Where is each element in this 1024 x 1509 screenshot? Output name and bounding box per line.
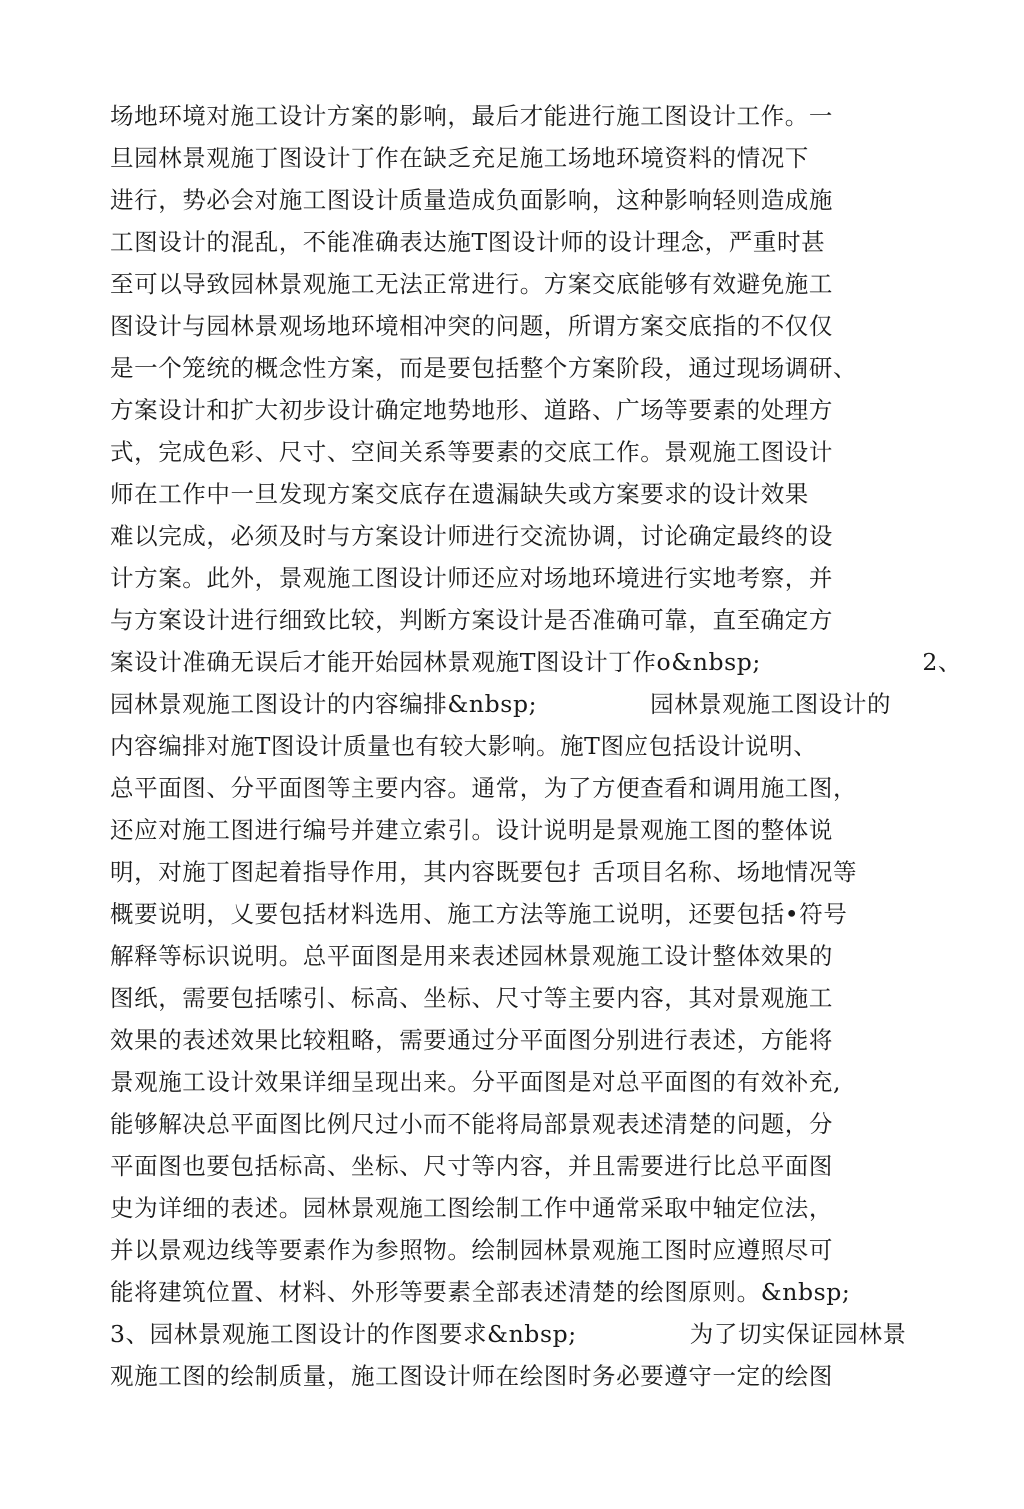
text-line: 内容编排对施T图设计质量也有较大影响。施T图应包括设计说明、 xyxy=(110,732,818,760)
text-line: 3、园林景观施工图设计的作图要求&nbsp; 为了切实保证园林景 xyxy=(110,1320,907,1348)
text-line: 至可以导致园林景观施工无法正常进行。方案交底能够有效避免施工 xyxy=(110,270,833,298)
text-line: 观施工图的绘制质量，施工图设计师在绘图时务必要遵守一定的绘图 xyxy=(110,1362,833,1390)
text-line: 案设计准确无误后才能开始园林景观施T图设计丁作o&nbsp; 2、 xyxy=(110,648,962,676)
text-line: 旦园林景观施丁图设计丁作在缺乏充足施工场地环境资料的情况下 xyxy=(110,144,809,172)
text-line: 效果的表述效果比较粗略，需要通过分平面图分别进行表述，方能将 xyxy=(110,1026,833,1054)
text-line: 史为详细的表述。园林景观施工图绘制工作中通常采取中轴定位法， xyxy=(110,1194,833,1222)
text-line: 难以完成，必须及时与方案设计师进行交流协调，讨论确定最终的设 xyxy=(110,522,833,550)
text-line: 还应对施工图进行编号并建立索引。设计说明是景观施工图的整体说 xyxy=(110,816,833,844)
text-line: 计方案。此外，景观施工图设计师还应对场地环境进行实地考察，并 xyxy=(110,564,833,592)
text-line: 能够解决总平面图比例尺过小而不能将局部景观表述清楚的问题，分 xyxy=(110,1110,833,1138)
text-line: 进行，势必会对施工图设计质量造成负面影响，这种影响轻则造成施 xyxy=(110,186,833,214)
text-line: 园林景观施工图设计的内容编排&nbsp; 园林景观施工图设计的 xyxy=(110,690,892,718)
text-line: 图设计与园林景观场地环境相冲突的问题，所谓方案交底指的不仅仅 xyxy=(110,312,833,340)
text-line: 概要说明，乂要包括材料选用、施工方法等施工说明，还要包括•符号 xyxy=(110,900,848,928)
text-line: 平面图也要包括标高、坐标、尺寸等内容，并且需要进行比总平面图 xyxy=(110,1152,833,1180)
text-line: 式，完成色彩、尺寸、空间关系等要素的交底工作。景观施工图设计 xyxy=(110,438,833,466)
text-line: 师在工作中一旦发现方案交底存在遗漏缺失或方案要求的设计效果 xyxy=(110,480,809,508)
text-line: 能将建筑位置、材料、外形等要素全部表述清楚的绘图原则。&nbsp; xyxy=(110,1278,851,1306)
text-line: 工图设计的混乱，不能准确表达施T图设计师的设计理念，严重时甚 xyxy=(110,228,826,256)
text-line: 解释等标识说明。总平面图是用来表述园林景观施工设计整体效果的 xyxy=(110,942,833,970)
text-line: 图纸，需要包括嗦引、标高、坐标、尺寸等主要内容，其对景观施工 xyxy=(110,984,833,1012)
text-line: 与方案设计进行细致比较，判断方案设计是否准确可靠，直至确定方 xyxy=(110,606,833,634)
text-line: 明，对施丁图起着指导作用，其内容既要包扌舌项目名称、场地情况等 xyxy=(110,858,858,886)
text-line: 场地环境对施工设计方案的影响，最后才能进行施工图设计工作。一 xyxy=(110,102,833,130)
text-line: 方案设计和扩大初步设计确定地势地形、道路、广场等要素的处理方 xyxy=(110,396,833,424)
text-line: 景观施工设计效果详细呈现出来。分平面图是对总平面图的有效补充, xyxy=(110,1068,842,1096)
text-line: 并以景观边线等要素作为参照物。绘制园林景观施工图时应遵照尽可 xyxy=(110,1236,833,1264)
text-line: 是一个笼统的概念性方案，而是要包括整个方案阶段，通过现场调研、 xyxy=(110,354,858,382)
text-line: 总平面图、分平面图等主要内容。通常，为了方便查看和调用施工图， xyxy=(110,774,858,802)
